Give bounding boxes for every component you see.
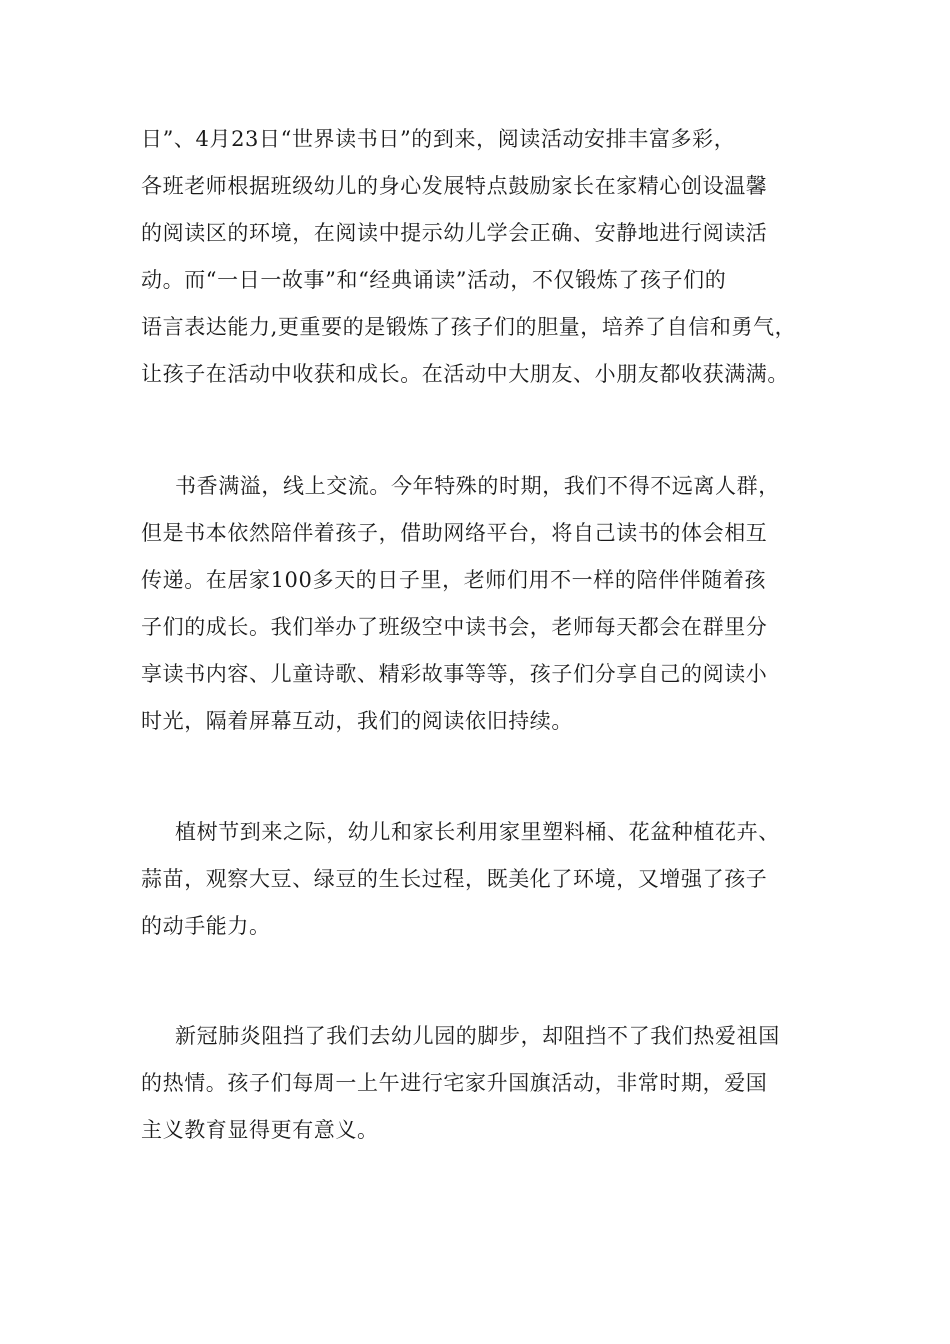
text-line: 新冠肺炎阻挡了我们去幼儿园的脚步，却阻挡不了我们热爱祖国 (175, 1024, 780, 1048)
text-line: 动。而“一日一故事”和“经典诵读”活动，不仅锻炼了孩子们的 (141, 268, 727, 292)
text-line: 蒜苗，观察大豆、绿豆的生长过程，既美化了环境，又增强了孩子 (141, 867, 768, 891)
paragraph-online-exchange (141, 463, 821, 745)
text-line: 享读书内容、儿童诗歌、精彩故事等等，孩子们分享自己的阅读小 (141, 662, 768, 686)
paragraph-reading-activities (141, 116, 821, 398)
text-line: 时光，隔着屏幕互动，我们的阅读依旧持续。 (141, 709, 573, 733)
paragraph-arbor-day (141, 809, 821, 950)
text-line: 主义教育显得更有意义。 (141, 1118, 379, 1142)
text-line: 书香满溢，线上交流。今年特殊的时期，我们不得不远离人群， (175, 474, 780, 498)
paragraph-flag-raising (141, 1013, 821, 1154)
text-line: 日”、4月23日“世界读书日”的到来，阅读活动安排丰富多彩， (141, 127, 736, 151)
text-line: 的动手能力。 (141, 914, 271, 938)
text-line: 的阅读区的环境，在阅读中提示幼儿学会正确、安静地进行阅读活 (141, 221, 768, 245)
text-line: 各班老师根据班级幼儿的身心发展特点鼓励家长在家精心创设温馨 (141, 174, 768, 198)
text-line: 传递。在居家100多天的日子里，老师们用不一样的陪伴伴随着孩 (141, 568, 767, 592)
text-line: 植树节到来之际，幼儿和家长利用家里塑料桶、花盆种植花卉、 (175, 820, 780, 844)
text-line: 的热情。孩子们每周一上午进行宅家升国旗活动，非常时期，爱国 (141, 1071, 768, 1095)
text-line: 语言表达能力,更重要的是锻炼了孩子们的胆量，培养了自信和勇气， (141, 315, 797, 339)
text-line: 但是书本依然陪伴着孩子，借助网络平台，将自己读书的体会相互 (141, 521, 768, 545)
text-line: 子们的成长。我们举办了班级空中读书会，老师每天都会在群里分 (141, 615, 768, 639)
text-line: 让孩子在活动中收获和成长。在活动中大朋友、小朋友都收获满满。 (141, 362, 789, 386)
